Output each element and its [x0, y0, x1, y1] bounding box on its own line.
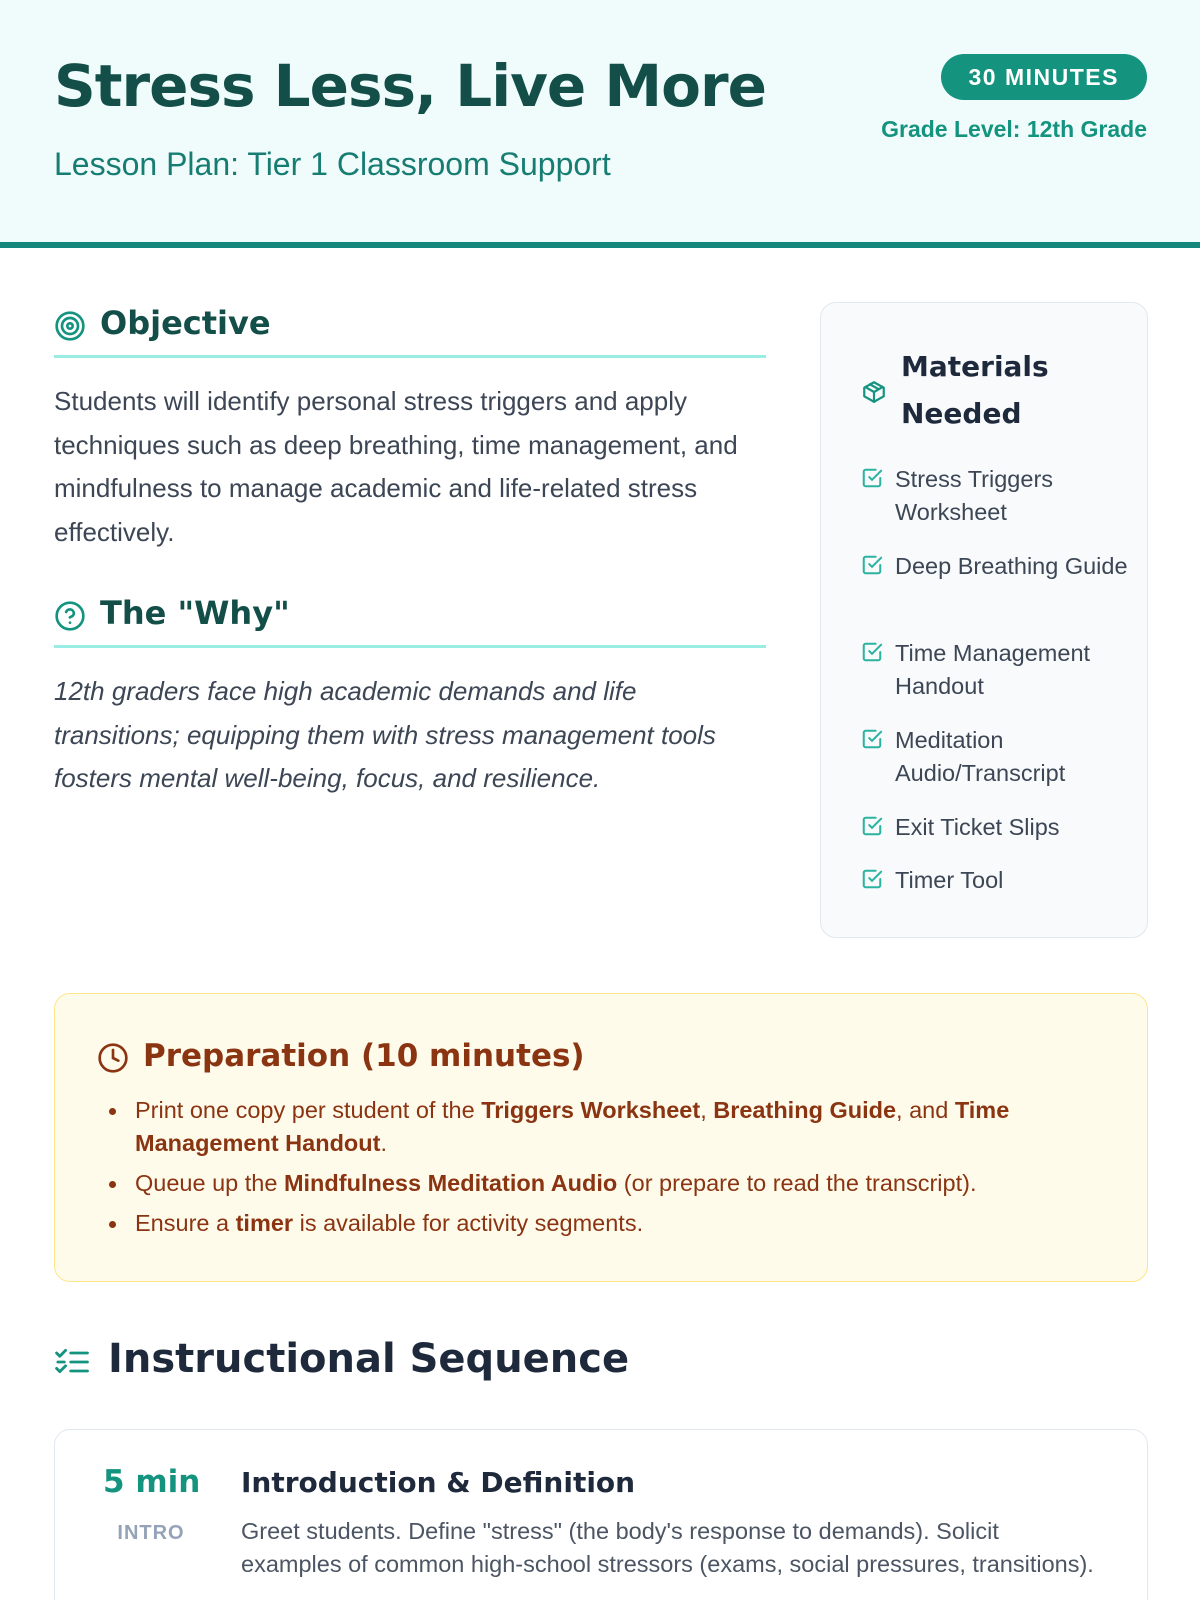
why-text: 12th graders face high academic demands and life transitions; equipping them with stress management tools fosters mental well-being, focus, and resilience.: [54, 676, 716, 793]
checkbox-checked-icon: [861, 868, 883, 890]
preparation-item: [135, 1207, 1115, 1240]
preparation-title: Preparation (10 minutes): [143, 1038, 585, 1074]
objective-title: Objective: [100, 304, 271, 342]
step-title: Introduction & Definition: [241, 1466, 636, 1499]
checklist-icon: [54, 1346, 90, 1378]
why-title: The "Why": [100, 594, 290, 632]
objective-heading: [54, 298, 766, 358]
material-label: Deep Breathing Guide: [895, 553, 1128, 579]
material-label: Time Management Handout: [895, 640, 1091, 699]
step-duration: 5 min: [103, 1464, 201, 1500]
clock-icon: [97, 1042, 129, 1074]
preparation-item: [135, 1167, 1115, 1200]
prep-bold-text: Triggers Worksheet: [481, 1097, 701, 1123]
prep-bold-text: Time Management Handout: [135, 1097, 1010, 1156]
question-circle-icon: [54, 600, 86, 632]
why-heading: [54, 588, 766, 648]
page-title: Stress Less, Live More: [54, 52, 766, 120]
checkbox-checked-icon: [861, 467, 883, 489]
prep-text: Print one copy per student of the: [135, 1097, 482, 1123]
sequence-title: Instructional Sequence: [108, 1336, 630, 1382]
material-label: Timer Tool: [895, 867, 1004, 893]
checkbox-checked-icon: [861, 728, 883, 750]
prep-text: (or prepare to read the transcript).: [617, 1170, 977, 1196]
sequence-step: [54, 1429, 1148, 1600]
material-label: Exit Ticket Slips: [895, 814, 1060, 840]
materials-card: [820, 302, 1148, 938]
checkbox-checked-icon: [861, 554, 883, 576]
material-label: Meditation Audio/Transcript: [895, 727, 1066, 786]
checkbox-checked-icon: [861, 815, 883, 837]
prep-text: Queue up the: [135, 1170, 284, 1196]
page-subtitle: Lesson Plan: Tier 1 Classroom Support: [54, 146, 611, 182]
objective-text: Students will identify personal stress triggers and apply techniques such as deep breathing, time management, and mindfulness to manage academic and life-related stress effectively.: [54, 386, 738, 547]
preparation-card: [54, 993, 1148, 1282]
prep-text: Ensure a: [135, 1210, 236, 1236]
materials-title: Materials Needed: [901, 350, 1049, 430]
prep-bold-text: timer: [235, 1210, 294, 1236]
package-icon: [861, 379, 887, 405]
grade-level: Grade Level: 12th Grade: [881, 116, 1147, 142]
prep-text: is available for activity segments.: [293, 1210, 644, 1236]
checkbox-checked-icon: [861, 641, 883, 663]
duration-badge: 30 MINUTES: [941, 54, 1147, 100]
prep-text: ,: [700, 1097, 714, 1123]
prep-bold-text: Mindfulness Meditation Audio: [283, 1170, 618, 1196]
preparation-list: [135, 1094, 1115, 1247]
materials-heading: [861, 343, 1131, 443]
step-description: Greet students. Define "stress" (the body's response to demands). Solicit examples of common high-school stressors (exams, social pressures, transitions).: [241, 1518, 1094, 1577]
prep-text: .: [380, 1130, 387, 1156]
target-icon: [54, 310, 86, 342]
material-label: Stress Triggers Worksheet: [895, 466, 1054, 525]
prep-bold-text: Breathing Guide: [713, 1097, 897, 1123]
prep-text: , and: [896, 1097, 955, 1123]
lesson-header: [0, 0, 1200, 248]
preparation-item: [135, 1094, 1115, 1160]
step-tag: INTRO: [117, 1522, 185, 1544]
